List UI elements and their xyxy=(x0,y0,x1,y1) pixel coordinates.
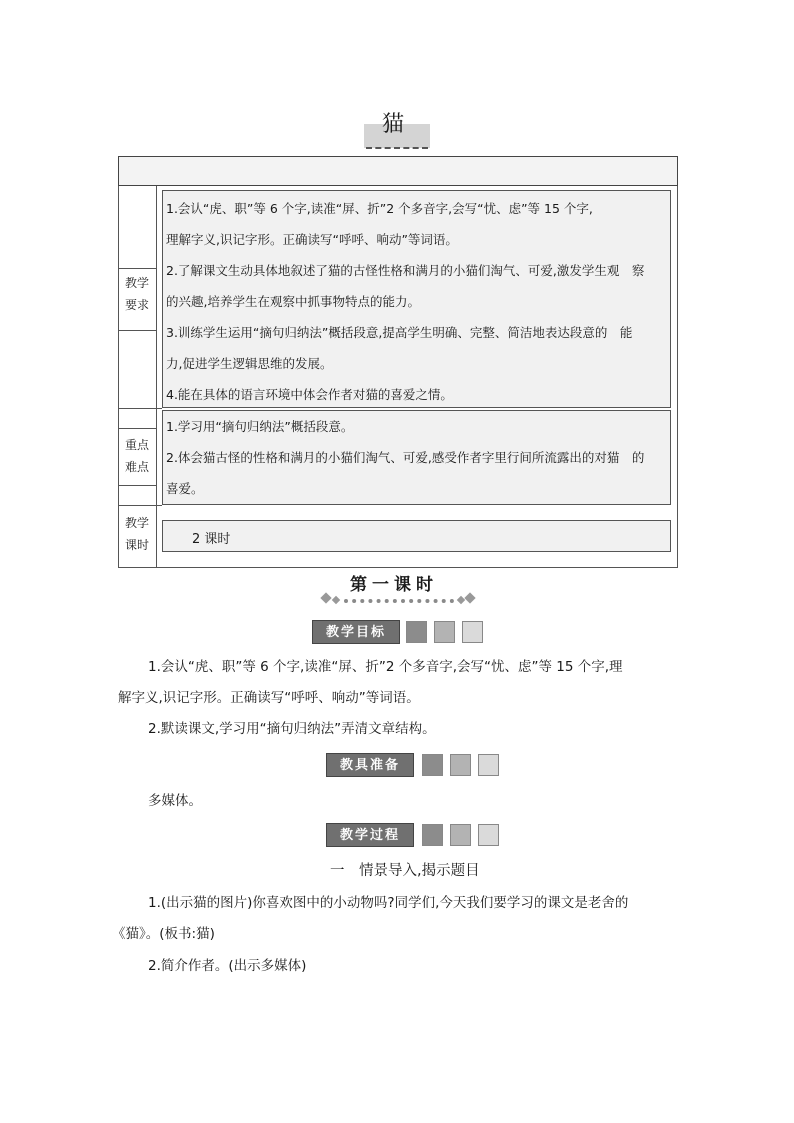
requirement-line: 理解字义,识记字形。正确读写“呼呼、响动”等词语。 xyxy=(166,232,458,247)
lessons-box xyxy=(162,520,671,552)
requirement-line: 4.能在具体的语言环境中体会作者对猫的喜爱之情。 xyxy=(166,387,453,402)
requirement-line: 3.训练学生运用“摘句归纳法”概括段意,提高学生明确、完整、简洁地表达段意的 能 xyxy=(166,325,633,340)
heading-diamond-left xyxy=(320,592,331,603)
lessons-value: 2 课时 xyxy=(192,532,231,547)
tools-badge: 教具准备 xyxy=(326,753,414,777)
table-row-divider xyxy=(118,505,162,506)
badge-square xyxy=(478,754,499,776)
requirements-label: 教学 要求 xyxy=(124,276,149,312)
keypoint-line: 2.体会猫古怪的性格和满月的小猫们淘气、可爱,感受作者字里行间所流露出的对猫 的 xyxy=(166,450,645,465)
badge-square xyxy=(450,824,471,846)
section-title: 第一课时 xyxy=(350,575,438,595)
requirement-line: 的兴趣,培养学生在观察中抓事物特点的能力。 xyxy=(166,294,420,309)
heading-diamond-left-small xyxy=(332,596,340,604)
requirement-line: 力,促进学生逻辑思维的发展。 xyxy=(166,356,333,371)
keypoint-line: 喜爱。 xyxy=(166,481,204,496)
table-bottom-border xyxy=(118,567,678,568)
table-label-divider xyxy=(156,186,157,568)
keypoints-box xyxy=(162,410,671,505)
badge-square xyxy=(422,824,443,846)
title-underline xyxy=(366,147,428,149)
keypoints-label: 重点 难点 xyxy=(124,438,149,474)
process-badge: 教学过程 xyxy=(326,823,414,847)
keypoint-line: 1.学习用“摘句归纳法”概括段意。 xyxy=(166,419,354,434)
heading-dotted-rule xyxy=(344,599,454,603)
label-cell-divider xyxy=(118,485,156,486)
badge-square xyxy=(450,754,471,776)
table-left-border xyxy=(118,186,119,568)
goal-line: 1.会认“虎、职”等 6 个字,读准“屏、折”2 个多音字,会写“忧、虑”等 15 个字,理 xyxy=(148,659,623,675)
goal-line: 解字义,识记字形。正确读写“呼呼、响动”等词语。 xyxy=(118,690,420,706)
badge-square xyxy=(462,621,483,643)
badge-square xyxy=(406,621,427,643)
badge-square xyxy=(422,754,443,776)
requirement-line: 1.会认“虎、职”等 6 个字,读准“屏、折”2 个多音字,会写“忧、虑”等 15 个字, xyxy=(166,201,593,216)
table-right-border xyxy=(677,186,678,568)
badge-square xyxy=(478,824,499,846)
process-line: 1.(出示猫的图片)你喜欢图中的小动物吗?同学们,今天我们要学习的课文是老舍的 xyxy=(148,895,629,911)
page-title: 猫 xyxy=(382,112,405,137)
goals-badge: 教学目标 xyxy=(312,620,400,644)
process-line: 《猫》。(板书:猫) xyxy=(112,926,215,942)
requirement-line: 2.了解课文生动具体地叙述了猫的古怪性格和满月的小猫们淘气、可爱,激发学生观 察 xyxy=(166,263,645,278)
lessons-label: 教学 课时 xyxy=(124,516,149,552)
table-row-divider xyxy=(118,408,162,409)
label-cell-divider xyxy=(118,330,156,331)
process-line: 2.简介作者。(出示多媒体) xyxy=(148,958,307,974)
heading-diamond-right xyxy=(464,592,475,603)
requirements-box xyxy=(162,190,671,408)
label-cell-divider xyxy=(118,268,156,269)
badge-square xyxy=(434,621,455,643)
tools-text: 多媒体。 xyxy=(148,793,202,809)
table-header-row xyxy=(118,156,678,186)
label-cell-divider xyxy=(118,428,156,429)
step-title: 一 情景导入,揭示题目 xyxy=(330,863,480,879)
goal-line: 2.默读课文,学习用“摘句归纳法”弄清文章结构。 xyxy=(148,721,436,737)
